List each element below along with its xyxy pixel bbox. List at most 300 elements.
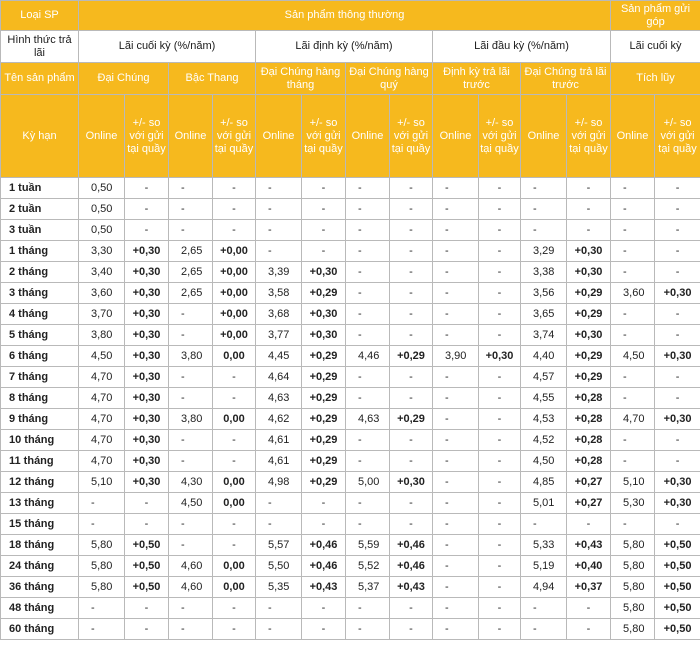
rate-diff-cell: +0,30 [655,409,700,430]
table-row [1,619,700,640]
rate-diff-cell: 0,00 [213,577,256,598]
product-type-label: Loại SP [1,1,79,31]
rate-diff-cell: +0,46 [390,535,433,556]
rate-diff-cell: - [479,430,521,451]
rate-diff-cell: - [213,220,256,241]
online-rate-cell: 3,90 [433,346,479,367]
online-rate-cell: - [521,619,567,640]
term-cell: 18 tháng [1,535,79,556]
term-cell: 5 tháng [1,325,79,346]
diff-header: +/- so với gửi tại quầy [390,95,433,178]
online-rate-cell: - [611,262,655,283]
rate-diff-cell: - [213,535,256,556]
online-rate-cell: 2,65 [169,241,213,262]
rate-diff-cell: - [655,388,700,409]
online-rate-cell: 0,50 [79,178,125,199]
rate-diff-cell: - [479,178,521,199]
online-rate-cell: - [521,598,567,619]
online-rate-cell: - [169,451,213,472]
table-row [1,409,700,430]
online-rate-cell: - [169,199,213,220]
online-rate-cell: 4,70 [79,430,125,451]
rate-diff-cell: - [479,325,521,346]
header-row-payment-method [1,31,700,63]
rate-diff-cell: - [125,619,169,640]
online-rate-cell: 3,29 [521,241,567,262]
rate-diff-cell: +0,46 [390,556,433,577]
rate-diff-cell: +0,28 [567,388,611,409]
online-rate-cell: 4,61 [256,451,302,472]
table-row [1,535,700,556]
online-rate-cell: 4,63 [346,409,390,430]
rate-diff-cell: - [479,388,521,409]
online-rate-cell: - [433,619,479,640]
rate-diff-cell: +0,27 [567,493,611,514]
rate-diff-cell: +0,29 [302,388,346,409]
rate-diff-cell: - [479,472,521,493]
online-rate-cell: - [433,178,479,199]
rate-diff-cell: +0,29 [567,283,611,304]
online-rate-cell: 5,10 [79,472,125,493]
rate-diff-cell: - [213,598,256,619]
rate-diff-cell: 0,00 [213,556,256,577]
upfront-interest-header: Lãi đầu kỳ (%/năm) [433,31,611,63]
online-rate-cell: - [169,535,213,556]
rate-diff-cell: 0,00 [213,493,256,514]
rate-diff-cell: - [479,577,521,598]
rate-diff-cell: +0,50 [125,577,169,598]
rate-diff-cell: - [479,220,521,241]
rate-diff-cell: - [125,178,169,199]
term-cell: 13 tháng [1,493,79,514]
online-rate-cell: - [169,598,213,619]
online-rate-cell: 3,80 [169,346,213,367]
online-rate-cell: - [433,199,479,220]
rate-diff-cell: - [213,367,256,388]
online-rate-cell: 5,80 [611,619,655,640]
online-rate-cell: 3,39 [256,262,302,283]
online-rate-cell: - [611,241,655,262]
rate-diff-cell: +0,29 [302,472,346,493]
rate-diff-cell: - [479,598,521,619]
online-rate-cell: 4,50 [521,451,567,472]
rate-diff-cell: +0,30 [125,451,169,472]
table-row [1,199,700,220]
rate-diff-cell: - [302,598,346,619]
table-row [1,493,700,514]
rate-diff-cell: - [567,178,611,199]
rate-diff-cell: +0,30 [125,409,169,430]
online-rate-cell: - [433,493,479,514]
rate-diff-cell: - [479,451,521,472]
online-rate-cell: 0,50 [79,199,125,220]
rate-diff-cell: - [302,493,346,514]
rate-diff-cell: +0,29 [302,283,346,304]
rate-diff-cell: +0,50 [655,619,700,640]
online-rate-cell: 5,80 [611,598,655,619]
online-rate-cell: - [433,472,479,493]
online-rate-cell: - [433,430,479,451]
rate-diff-cell: - [479,535,521,556]
rate-diff-cell: - [390,178,433,199]
term-cell: 8 tháng [1,388,79,409]
online-rate-cell: 0,50 [79,220,125,241]
rate-diff-cell: +0,30 [655,472,700,493]
online-rate-cell: 4,50 [611,346,655,367]
rate-diff-cell: +0,30 [567,262,611,283]
rate-diff-cell: +0,30 [125,325,169,346]
online-rate-cell: 4,94 [521,577,567,598]
rate-diff-cell: - [655,199,700,220]
product-accumulation: Tích lũy [611,63,700,95]
online-rate-cell: - [79,493,125,514]
online-header: Online [79,95,125,178]
online-rate-cell: 4,30 [169,472,213,493]
rate-diff-cell: +0,46 [302,535,346,556]
online-rate-cell: 4,45 [256,346,302,367]
rate-diff-cell: +0,28 [567,430,611,451]
online-rate-cell: - [433,451,479,472]
online-rate-cell: - [433,598,479,619]
rate-diff-cell: - [125,598,169,619]
online-rate-cell: - [611,451,655,472]
online-rate-cell: - [433,367,479,388]
rate-diff-cell: - [125,493,169,514]
online-rate-cell: 5,80 [611,535,655,556]
online-rate-cell: 4,60 [169,577,213,598]
term-cell: 60 tháng [1,619,79,640]
rate-diff-cell: - [479,199,521,220]
online-rate-cell: - [346,325,390,346]
rate-diff-cell: - [479,241,521,262]
table-row [1,304,700,325]
product-dai-chung-monthly: Đại Chúng hàng tháng [256,63,346,95]
online-header: Online [611,95,655,178]
online-rate-cell: 3,58 [256,283,302,304]
online-rate-cell: - [169,514,213,535]
online-header: Online [256,95,302,178]
table-row [1,262,700,283]
online-rate-cell: 5,50 [256,556,302,577]
online-rate-cell: - [433,409,479,430]
term-cell: 2 tuần [1,199,79,220]
end-of-term-interest-header: Lãi cuối kỳ (%/năm) [79,31,256,63]
term-cell: 11 tháng [1,451,79,472]
rate-diff-cell: +0,50 [125,556,169,577]
rate-diff-cell: +0,29 [302,367,346,388]
online-rate-cell: 5,57 [256,535,302,556]
header-row-product-type [1,1,700,31]
rate-diff-cell: +0,43 [302,577,346,598]
periodic-interest-header: Lãi định kỳ (%/năm) [256,31,433,63]
rate-diff-cell: - [479,409,521,430]
diff-header: +/- so với gửi tại quầy [655,95,700,178]
online-rate-cell: - [611,220,655,241]
rate-diff-cell: - [655,325,700,346]
term-label: Kỳ hạn [1,95,79,178]
rate-diff-cell: +0,29 [390,409,433,430]
product-bac-thang: Bậc Thang [169,63,256,95]
online-rate-cell: 3,77 [256,325,302,346]
online-rate-cell: - [169,178,213,199]
rate-diff-cell: +0,50 [655,577,700,598]
rate-diff-cell: +0,29 [390,346,433,367]
term-cell: 7 tháng [1,367,79,388]
online-rate-cell: 5,80 [79,577,125,598]
rate-diff-cell: - [655,514,700,535]
rate-diff-cell: 0,00 [213,472,256,493]
online-rate-cell: 2,65 [169,262,213,283]
online-rate-cell: - [169,367,213,388]
table-row [1,325,700,346]
online-rate-cell: 4,60 [169,556,213,577]
table-row [1,514,700,535]
online-rate-cell: 5,80 [79,556,125,577]
table-row [1,220,700,241]
online-rate-cell: 4,63 [256,388,302,409]
online-rate-cell: 3,80 [169,409,213,430]
product-dai-chung-quarterly: Đại Chúng hàng quý [346,63,433,95]
online-rate-cell: - [256,493,302,514]
online-rate-cell: - [79,514,125,535]
term-cell: 10 tháng [1,430,79,451]
rate-diff-cell: +0,50 [655,598,700,619]
rate-diff-cell: +0,30 [125,241,169,262]
rate-diff-cell: +0,30 [125,388,169,409]
online-rate-cell: - [611,178,655,199]
online-rate-cell: - [433,304,479,325]
online-header: Online [433,95,479,178]
online-rate-cell: - [611,367,655,388]
online-rate-cell: 4,50 [169,493,213,514]
rate-diff-cell: +0,00 [213,262,256,283]
diff-header: +/- so với gửi tại quầy [125,95,169,178]
online-rate-cell: 5,19 [521,556,567,577]
rate-diff-cell: +0,30 [125,283,169,304]
term-cell: 1 tháng [1,241,79,262]
term-cell: 15 tháng [1,514,79,535]
table-row [1,430,700,451]
interest-payment-method-label: Hình thức trả lãi [1,31,79,63]
rate-diff-cell: +0,27 [567,472,611,493]
rate-diff-cell: +0,40 [567,556,611,577]
header-row-product-name [1,63,700,95]
rate-diff-cell: - [390,241,433,262]
rate-diff-cell: - [655,178,700,199]
online-rate-cell: - [346,367,390,388]
online-rate-cell: 4,64 [256,367,302,388]
online-rate-cell: 3,65 [521,304,567,325]
rate-diff-cell: +0,29 [302,346,346,367]
term-cell: 4 tháng [1,304,79,325]
rate-diff-cell: - [390,451,433,472]
rate-diff-cell: - [390,514,433,535]
online-rate-cell: 3,74 [521,325,567,346]
rate-diff-cell: +0,00 [213,325,256,346]
rate-diff-cell: +0,43 [390,577,433,598]
online-rate-cell: 5,10 [611,472,655,493]
product-dai-chung: Đại Chúng [79,63,169,95]
online-rate-cell: - [346,514,390,535]
online-rate-cell: 4,55 [521,388,567,409]
online-rate-cell: 5,33 [521,535,567,556]
rate-diff-cell: +0,28 [567,409,611,430]
rate-diff-cell: +0,28 [567,451,611,472]
online-rate-cell: - [256,220,302,241]
rate-diff-cell: - [302,220,346,241]
rate-diff-cell: - [479,619,521,640]
online-rate-cell: - [346,493,390,514]
online-rate-cell: - [521,514,567,535]
online-rate-cell: 4,53 [521,409,567,430]
table-row [1,367,700,388]
online-rate-cell: 5,52 [346,556,390,577]
rate-diff-cell: - [479,556,521,577]
online-rate-cell: 4,40 [521,346,567,367]
rate-diff-cell: +0,50 [125,535,169,556]
online-rate-cell: - [256,598,302,619]
rate-diff-cell: - [125,514,169,535]
term-cell: 12 tháng [1,472,79,493]
diff-header: +/- so với gửi tại quầy [213,95,256,178]
rate-diff-cell: - [567,619,611,640]
online-rate-cell: - [346,598,390,619]
rate-diff-cell: +0,46 [302,556,346,577]
rate-diff-cell: - [655,241,700,262]
online-header: Online [169,95,213,178]
rate-diff-cell: - [390,220,433,241]
online-header: Online [346,95,390,178]
rate-diff-cell: - [479,493,521,514]
rate-diff-cell: - [655,220,700,241]
online-rate-cell: - [346,451,390,472]
online-rate-cell: 5,35 [256,577,302,598]
header-row-term [1,95,700,178]
rate-diff-cell: +0,50 [655,556,700,577]
product-name-label: Tên sản phẩm [1,63,79,95]
online-rate-cell: - [433,577,479,598]
rate-diff-cell: +0,43 [567,535,611,556]
rate-diff-cell: +0,30 [655,283,700,304]
rate-diff-cell: - [390,262,433,283]
rate-diff-cell: - [302,199,346,220]
online-rate-cell: 2,65 [169,283,213,304]
rate-diff-cell: - [213,178,256,199]
rate-diff-cell: +0,29 [567,304,611,325]
online-rate-cell: - [256,619,302,640]
rate-diff-cell: - [655,262,700,283]
rate-diff-cell: +0,37 [567,577,611,598]
rate-diff-cell: - [213,514,256,535]
rate-diff-cell: - [302,241,346,262]
online-rate-cell: 5,37 [346,577,390,598]
online-rate-cell: 3,70 [79,304,125,325]
rate-diff-cell: - [213,388,256,409]
online-rate-cell: - [169,388,213,409]
online-rate-cell: - [256,514,302,535]
rate-diff-cell: - [390,199,433,220]
online-rate-cell: - [169,619,213,640]
savings-end-of-term-header: Lãi cuối kỳ [611,31,700,63]
table-row [1,388,700,409]
online-rate-cell: 3,60 [611,283,655,304]
online-rate-cell: - [611,325,655,346]
online-rate-cell: - [521,199,567,220]
online-header: Online [521,95,567,178]
online-rate-cell: - [346,388,390,409]
rate-diff-cell: +0,50 [655,535,700,556]
rate-diff-cell: +0,30 [390,472,433,493]
online-rate-cell: 4,62 [256,409,302,430]
rate-diff-cell: +0,30 [125,472,169,493]
online-rate-cell: - [256,199,302,220]
rate-diff-cell: +0,30 [567,241,611,262]
table-row [1,472,700,493]
online-rate-cell: 4,85 [521,472,567,493]
online-rate-cell: - [79,598,125,619]
rate-diff-cell: +0,29 [302,430,346,451]
rate-diff-cell: - [390,619,433,640]
rate-diff-cell: - [213,451,256,472]
term-cell: 3 tuần [1,220,79,241]
online-rate-cell: 3,56 [521,283,567,304]
rate-diff-cell: +0,00 [213,283,256,304]
diff-header: +/- so với gửi tại quầy [567,95,611,178]
online-rate-cell: 5,80 [79,535,125,556]
online-rate-cell: - [433,514,479,535]
online-rate-cell: 4,70 [79,451,125,472]
rate-diff-cell: +0,30 [655,346,700,367]
rate-diff-cell: - [390,367,433,388]
rate-diff-cell: - [655,430,700,451]
rate-diff-cell: - [390,283,433,304]
table-row [1,577,700,598]
online-rate-cell: 4,70 [79,367,125,388]
online-rate-cell: 5,80 [611,556,655,577]
rate-diff-cell: - [655,367,700,388]
online-rate-cell: - [169,220,213,241]
online-rate-cell: - [346,199,390,220]
rate-diff-cell: - [655,304,700,325]
online-rate-cell: - [433,262,479,283]
table-row [1,283,700,304]
rate-diff-cell: 0,00 [213,409,256,430]
rate-diff-cell: - [655,451,700,472]
term-cell: 24 tháng [1,556,79,577]
online-rate-cell: 3,40 [79,262,125,283]
online-rate-cell: 5,01 [521,493,567,514]
online-rate-cell: - [611,430,655,451]
rate-diff-cell: - [479,262,521,283]
online-rate-cell: - [346,430,390,451]
online-rate-cell: - [346,619,390,640]
online-rate-cell: 3,30 [79,241,125,262]
online-rate-cell: 4,52 [521,430,567,451]
online-rate-cell: 5,30 [611,493,655,514]
table-row [1,451,700,472]
online-rate-cell: 4,61 [256,430,302,451]
table-row [1,346,700,367]
rate-diff-cell: +0,29 [302,409,346,430]
online-rate-cell: 4,98 [256,472,302,493]
rate-diff-cell: - [567,220,611,241]
rate-diff-cell: - [390,388,433,409]
rate-diff-cell: - [125,199,169,220]
diff-header: +/- so với gửi tại quầy [302,95,346,178]
online-rate-cell: 4,70 [79,388,125,409]
online-rate-cell: - [256,241,302,262]
online-rate-cell: - [346,262,390,283]
